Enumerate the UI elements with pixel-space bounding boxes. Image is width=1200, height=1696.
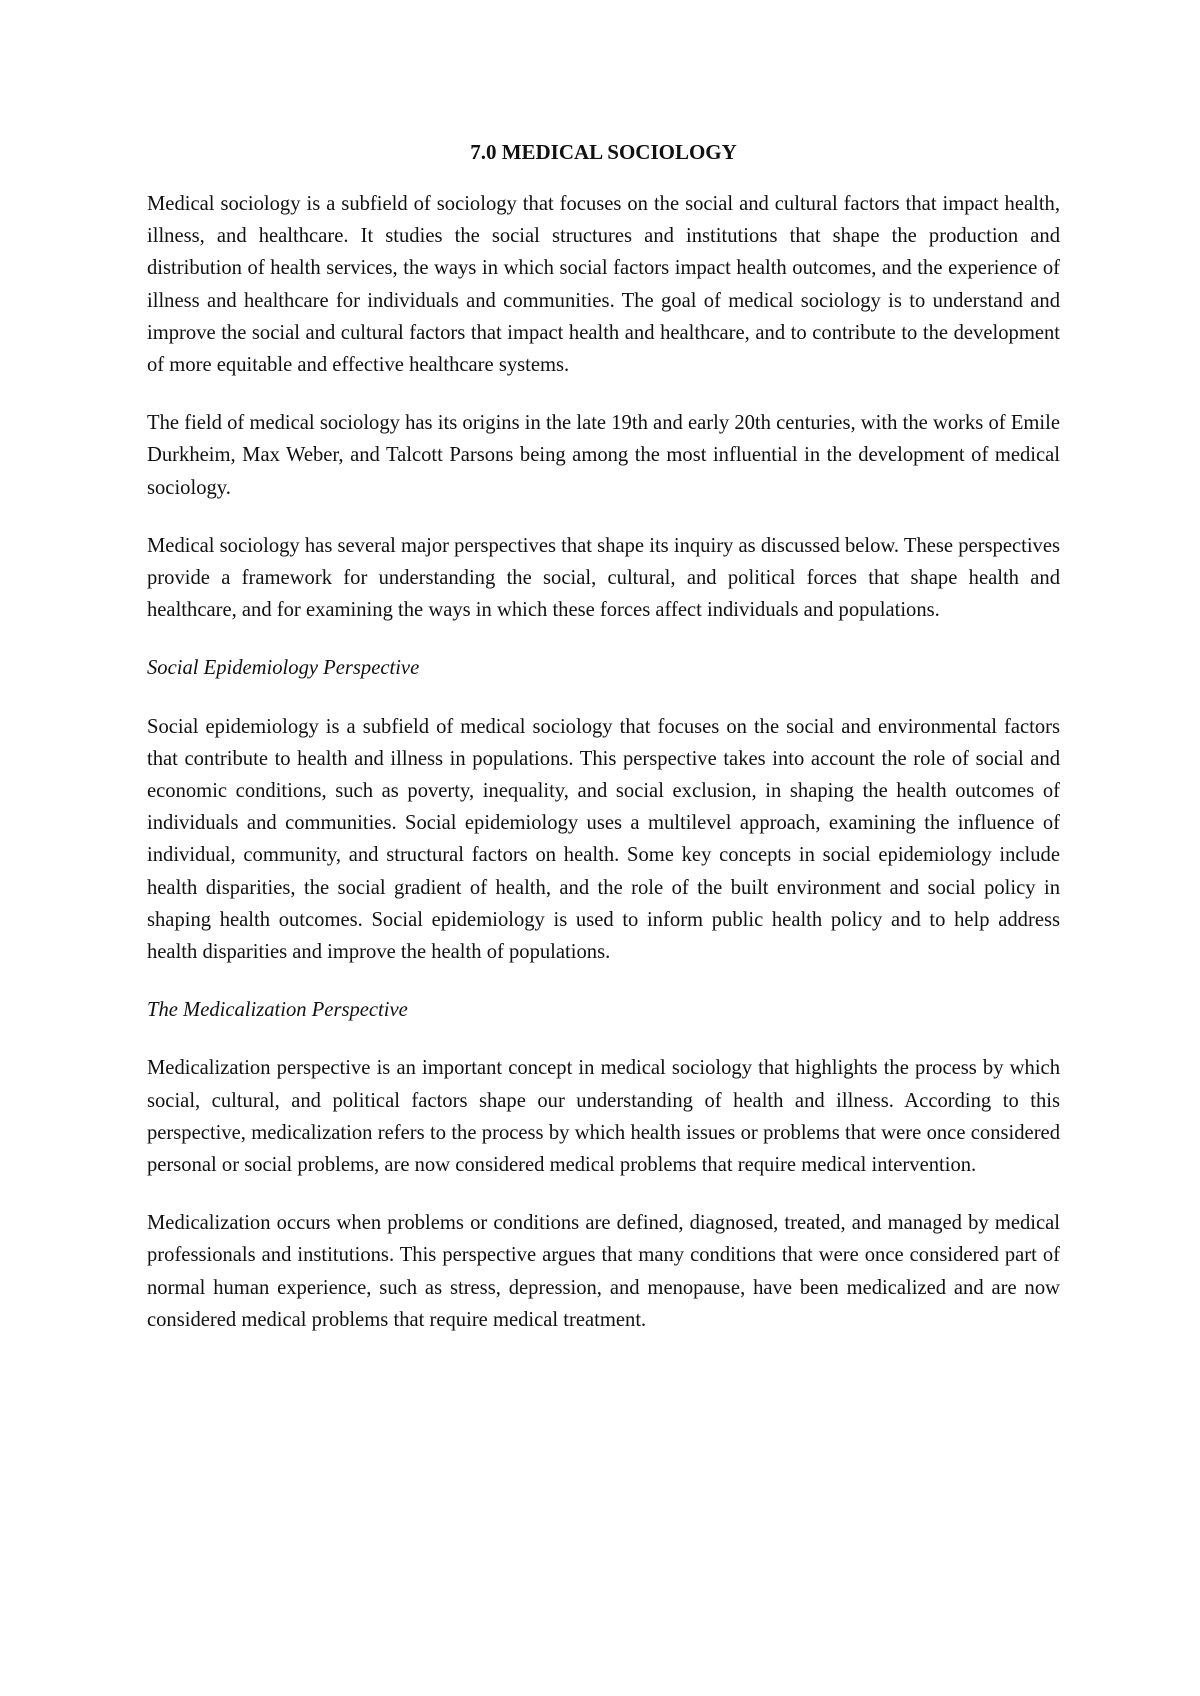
social-epidemiology-paragraph: Social epidemiology is a subfield of medical sociology that focuses on the social and environmental factors that contribute to health and illness in populations. This perspective takes into account the role of social and economic conditions, such as poverty, inequality, and social exclusion, in shaping the health outcomes of individuals and communities. Social epidemiology uses a multilevel approach, examining the influence of individual, community, and structural factors on health. Some key concepts in social epidemiology include health disparities, the social gradient of health, and the role of the built environment and social policy in shaping health outcomes. Social epidemiology is used to inform public health policy and to help address health disparities and improve the health of populations. (147, 715, 1060, 964)
document-page (147, 140, 1060, 1362)
document-title: 7.0 MEDICAL SOCIOLOGY (470, 140, 737, 164)
perspectives-paragraph: Medical sociology has several major perspectives that shape its inquiry as discussed below. These perspectives provide a framework for understanding the social, cultural, and political forces that shape health and healthcare, and for examining the ways in which these forces affect individuals and populations. (147, 534, 1060, 622)
intro-paragraph: Medical sociology is a subfield of sociology that focuses on the social and cultural factors that impact health, illness, and healthcare. It studies the social structures and institutions that shape the production and distribution of health services, the ways in which social factors impact health outcomes, and the experience of illness and healthcare for individuals and communities. The goal of medical sociology is to understand and improve the social and cultural factors that impact health and healthcare, and to contribute to the development of more equitable and effective healthcare systems. (147, 193, 1060, 377)
history-paragraph: The field of medical sociology has its origins in the late 19th and early 20th centuries, with the works of Emile Durkheim, Max Weber, and Talcott Parsons being among the most influential in the development of medical sociology. (147, 412, 1060, 499)
medicalization-paragraph-1: Medicalization perspective is an important concept in medical sociology that highlights the process by which social, cultural, and political factors shape our understanding of health and illness. According to this perspective, medicalization refers to the process by which health issues or problems that were once considered personal or social problems, are now considered medical problems that require medical intervention. (147, 1057, 1060, 1177)
medicalization-paragraph-2: Medicalization occurs when problems or conditions are defined, diagnosed, treated, and managed by medical professionals and institutions. This perspective argues that many conditions that were once considered part of normal human experience, such as stress, depression, and menopause, have been medicalized and are now considered medical problems that require medical treatment. (147, 1212, 1060, 1331)
section-heading-social-epidemiology: Social Epidemiology Perspective (147, 657, 420, 680)
section-heading-medicalization: The Medicalization Perspective (147, 999, 408, 1022)
